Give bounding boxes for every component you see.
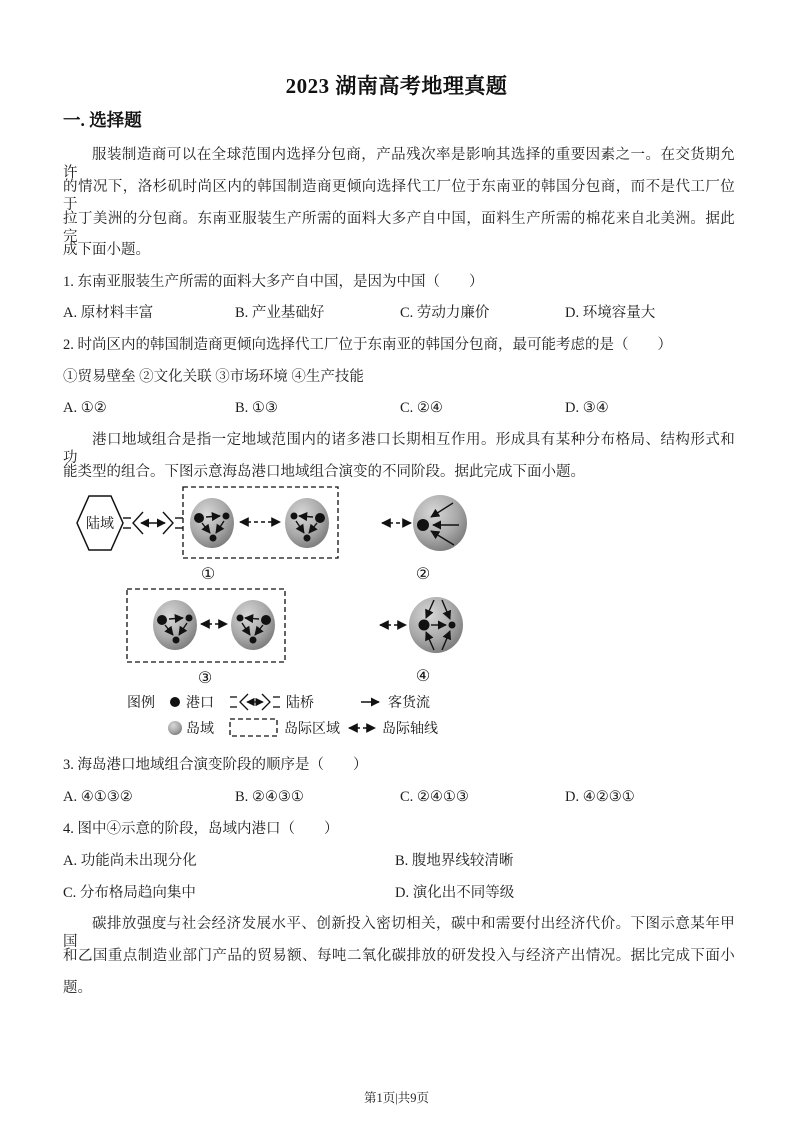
passage-line: 和乙国重点制造业部门产品的贸易额、每吨二氧化碳排放的研发投入与经济产出情况。据比完成下面小 [63,948,735,964]
island-stage1-right [285,498,329,548]
stage-label-3: ③ [197,670,213,687]
stage-label-2: ② [415,566,431,583]
passage-line: 拉丁美洲的分包商。东南亚服装生产所需的面料大多产自中国，面料生产所需的棉花来自北美洲。据此完 [63,211,735,245]
option-d: D. ③④ [565,400,609,416]
option-b: B. ①③ [235,400,278,416]
page-number: 第1页|共9页 [363,1091,429,1105]
question-stem: 1. 东南亚服装生产所需的面料大多产自中国，是因为中国（ ） [63,274,484,290]
option-c: C. 分布格局趋向集中 [63,885,196,901]
legend-port-label: 港口 [186,696,214,711]
question-stem: 2. 时尚区内的韩国制造商更倾向选择代工厂位于东南亚的韩国分包商，最可能考虑的是（ ） [63,337,672,353]
legend-bridge-icon [230,694,280,710]
legend-region-icon [230,719,277,736]
stage-label-1: ① [200,566,216,583]
option-c: C. 劳动力廉价 [400,305,490,321]
option-d: D. 环境容量大 [565,305,656,321]
port-dot [315,513,325,523]
port-dot [223,513,230,520]
option-c: C. ②④ [400,400,443,416]
legend-port-icon [170,697,180,707]
port-dot [157,615,167,625]
option-d: D. 演化出不同等级 [395,885,515,901]
passage-line: 成下面小题。 [63,242,150,258]
option-a: A. 功能尚未出现分化 [63,853,197,869]
island-stage1-left [190,498,234,548]
option-b: B. 腹地界线较清晰 [395,853,514,869]
island-stage2 [413,495,467,551]
question-stem: 4. 图中④示意的阶段，岛域内港口（ ） [63,821,339,837]
option-c: C. ②④①③ [400,789,469,805]
option-b: B. ②④③① [235,789,304,805]
port-dot [194,513,204,523]
port-dot [186,615,193,622]
island-stage4 [409,597,463,653]
option-a: A. 原材料丰富 [63,305,154,321]
land-label: 陆域 [86,517,114,532]
legend-island-label: 岛域 [186,722,214,737]
option-a: A. ④①③② [63,789,133,805]
port-dot [419,620,430,631]
island-stage3-left [153,600,197,650]
passage-line: 的情况下，洛杉矶时尚区内的韩国制造商更倾向选择代工厂位于东南亚的韩国分包商，而不是代工厂位于 [63,179,735,213]
land-hexagon [77,496,123,550]
port-dot [304,535,311,542]
port-dot [250,637,257,644]
option-a: A. ①② [63,400,107,416]
port-dot [261,615,271,625]
legend-bridge-label: 陆桥 [286,696,314,711]
legend-title: 图例 [127,696,155,711]
land-bridge-symbol [123,512,183,534]
island-stage3-right [231,600,275,650]
question-stem: 3. 海岛港口地域组合演变阶段的顺序是（ ） [63,757,368,773]
port-dot [237,615,244,622]
option-d: D. ④②③① [565,789,635,805]
passage-line: 能类型的组合。下图示意海岛港口地域组合演变的不同阶段。据此完成下面小题。 [63,464,585,480]
legend-region-label: 岛际区域 [284,722,340,737]
passage-line: 服装制造商可以在全球范围内选择分包商，产品残次率是影响其选择的重要因素之一。在交货期允许 [63,147,735,181]
stage-label-4: ④ [415,668,431,685]
section-heading: 一. 选择题 [63,110,142,130]
legend-flow-label: 客货流 [388,696,430,711]
port-dot [449,622,456,629]
figure-legend [127,694,438,737]
legend-axis-label: 岛际轴线 [382,722,438,737]
port-dot [173,637,180,644]
question-sub-items: ①贸易壁垒 ②文化关联 ③市场环境 ④生产技能 [63,369,364,385]
passage-line: 碳排放强度与社会经济发展水平、创新投入密切相关，碳中和需要付出经济代价。下图示意某年甲国 [63,916,735,950]
legend-island-icon [168,721,182,735]
port-dot [291,513,298,520]
page-title: 2023 湖南高考地理真题 [285,74,508,98]
port-dot [417,519,429,531]
passage-line: 港口地域组合是指一定地域范围内的诸多港口长期相互作用。形成具有某种分布格局、结构形式和功 [63,432,735,466]
port-dot [210,535,217,542]
port-stages-figure [60,483,540,749]
passage-line: 题。 [63,980,92,996]
option-b: B. 产业基础好 [235,305,325,321]
